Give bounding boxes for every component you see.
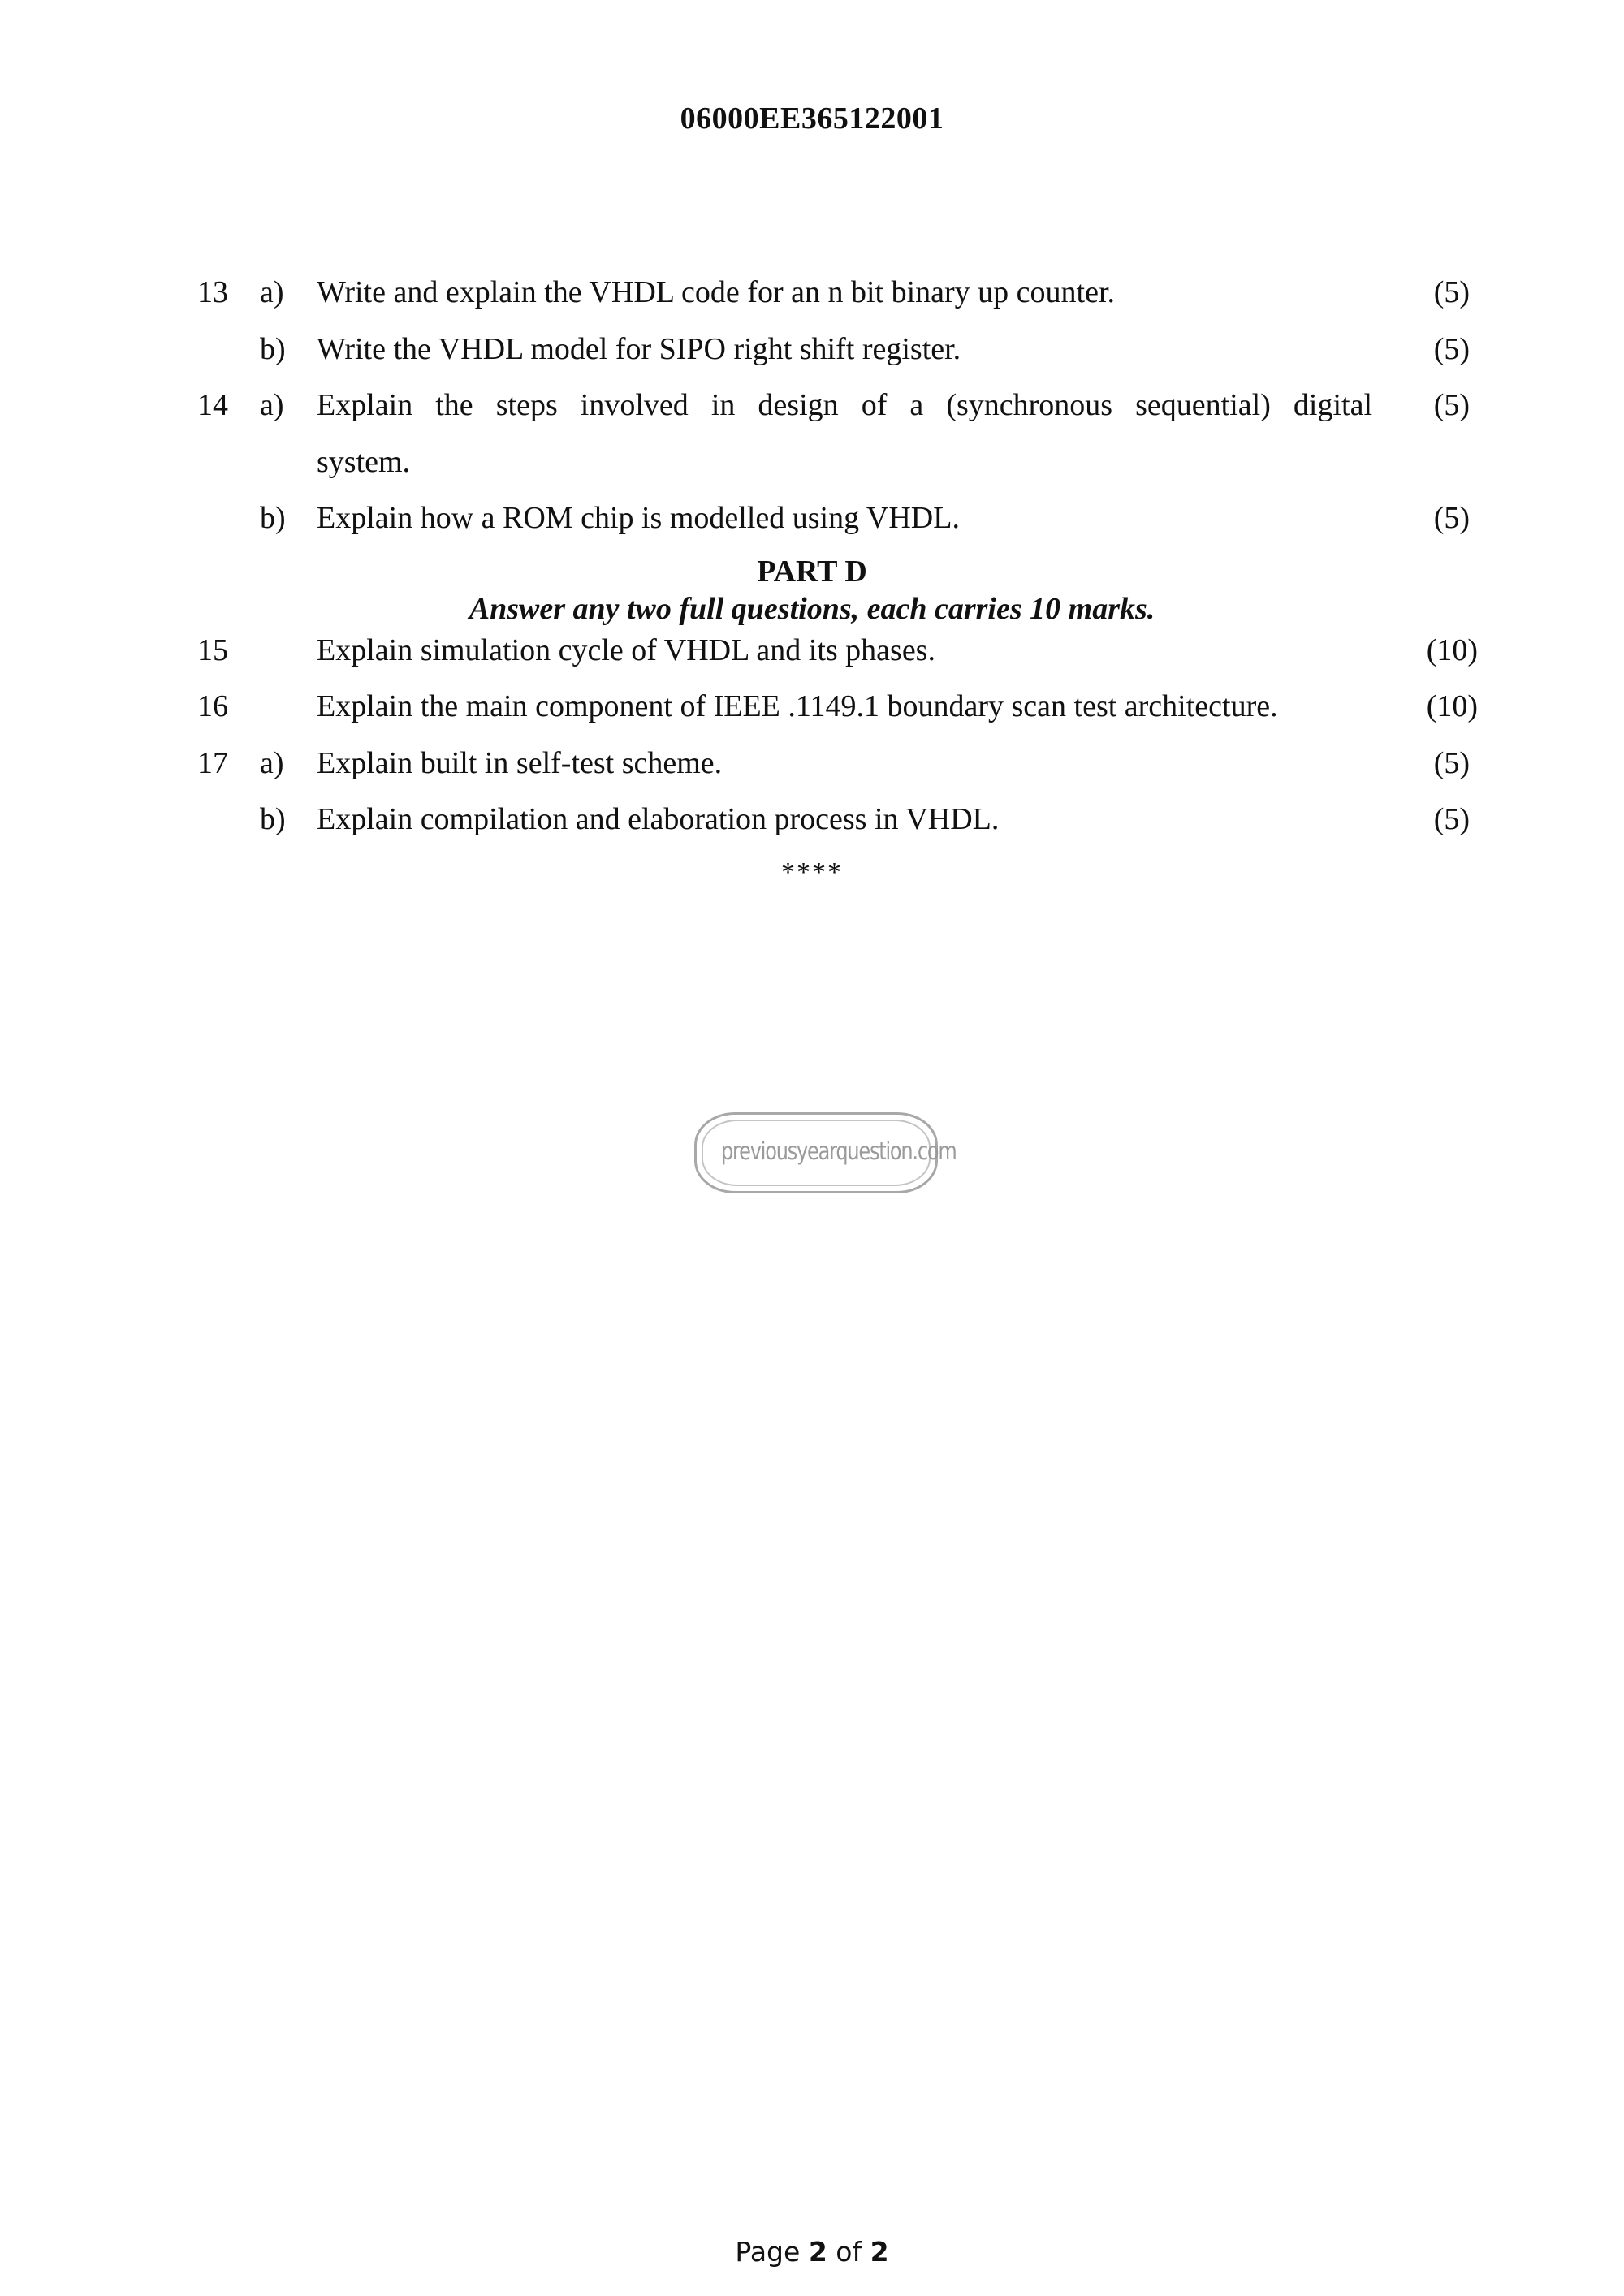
question-row (0, 325, 1624, 373)
question-text: Explain compilation and elaboration process in VHDL. (317, 802, 1000, 836)
question-text: Write and explain the VHDL code for an n bit binary up counter. (317, 275, 1116, 309)
section-instruction: Answer any two full questions, each carries 10 marks. (469, 592, 1155, 626)
footer-prefix: Page (735, 2236, 801, 2268)
paper-code: 06000EE365122001 (680, 101, 944, 136)
question-row (0, 494, 1624, 542)
question-text: Write the VHDL model for SIPO right shift register. (317, 332, 961, 366)
page-footer (0, 2236, 1624, 2268)
question-subpart: b) (260, 501, 286, 535)
question-number: 15 (197, 633, 228, 667)
question-marks: (5) (1433, 275, 1470, 309)
question-marks: (5) (1433, 802, 1470, 836)
watermark-logo (694, 1112, 957, 1193)
question-text: Explain simulation cycle of VHDL and its phases. (317, 633, 935, 667)
question-row-continuation (0, 438, 1624, 486)
question-row (0, 795, 1624, 844)
question-text: Explain built in self-test scheme. (317, 746, 723, 780)
footer-of-label: of (836, 2236, 862, 2268)
question-row (0, 268, 1624, 317)
question-text-continuation: system. (317, 445, 411, 479)
question-text: Explain how a ROM chip is modelled using VHDL. (317, 501, 960, 535)
question-subpart: b) (260, 802, 286, 836)
question-number: 17 (197, 746, 228, 780)
question-marks: (5) (1433, 388, 1470, 422)
question-number: 14 (197, 388, 228, 422)
footer-total-pages: 2 (870, 2236, 889, 2268)
question-row (0, 739, 1624, 788)
question-number: 13 (197, 275, 228, 309)
question-marks: (5) (1433, 746, 1470, 780)
question-subpart: a) (260, 275, 284, 309)
question-marks: (10) (1426, 633, 1478, 667)
question-text: Explain the main component of IEEE .1149.1 boundary scan test architecture. (317, 689, 1278, 723)
watermark-text: previousyearquestion.com (721, 1137, 957, 1166)
question-row (0, 381, 1624, 429)
footer-current-page: 2 (808, 2236, 827, 2268)
question-row (0, 682, 1624, 731)
question-row (0, 626, 1624, 675)
question-marks: (10) (1426, 689, 1478, 723)
question-number: 16 (197, 689, 228, 723)
question-subpart: a) (260, 388, 284, 422)
question-marks: (5) (1433, 332, 1470, 366)
question-subpart: b) (260, 332, 286, 366)
question-text: Explain the steps involved in design of a (synchronous sequential) digital (317, 388, 1372, 422)
section-title: PART D (757, 555, 867, 589)
question-subpart: a) (260, 746, 284, 780)
end-marker: **** (781, 857, 843, 887)
question-marks: (5) (1433, 501, 1470, 535)
